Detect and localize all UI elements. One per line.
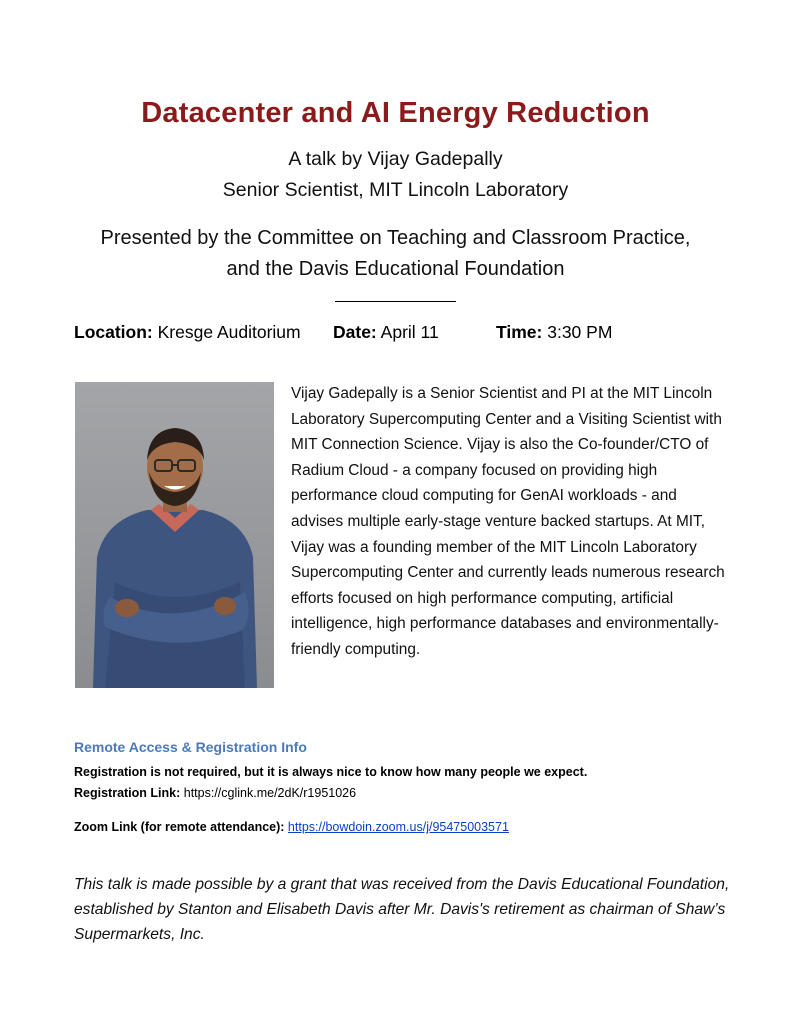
divider [335,301,456,302]
speaker-role: Senior Scientist, MIT Lincoln Laboratory [222,179,569,201]
zoom-link-line [74,820,509,834]
date-label: Date: [333,322,377,342]
registration-url[interactable]: https://cglink.me/2dK/r1951026 [183,786,357,800]
registration-link-line [74,786,356,800]
date-info [333,322,439,343]
time-info [496,322,612,343]
speaker-bio: Vijay Gadepally is a Senior Scientist and PI at the MIT Lincoln Laboratory Supercomputing Center and a Visiting Scientist with MIT Connection Science. Vijay is also the Co-founder/CTO of Radium Cloud - a company focused on providing high performance cloud computing for GenAI workloads - and advises multiple early-stage venture backed startups. At MIT, Vijay was a founding member of the MIT Lincoln Laboratory Supercomputing Center and currently leads numerous research efforts focused on high performance computing, artificial intelligence, high performance databases and environmentally-friendly computing. [291,385,725,658]
presented-by-line-2: and the Davis Educational Foundation [226,258,565,280]
location-label: Location: [74,322,153,342]
location-info [74,322,301,343]
event-title: Datacenter and AI Energy Reduction [141,97,650,129]
time-label: Time: [496,322,543,342]
speaker-photo [75,382,274,688]
registration-note: Registration is not required, but it is always nice to know how many people we expect. [74,765,588,779]
zoom-link[interactable]: https://bowdoin.zoom.us/j/95475003571 [287,820,509,834]
speaker-line: A talk by Vijay Gadepally [288,148,503,170]
presented-by-line-1: Presented by the Committee on Teaching and Classroom Practice, [100,227,691,249]
registration-link-label: Registration Link: [74,786,181,800]
location-value: Kresge Auditorium [157,322,301,342]
zoom-link-label: Zoom Link (for remote attendance): [74,820,285,834]
remote-access-heading: Remote Access & Registration Info [74,739,307,755]
date-value: April 11 [380,322,439,342]
time-value: 3:30 PM [547,322,613,342]
grant-acknowledgement: This talk is made possible by a grant that was received from the Davis Educational Foundation, established by Stanton and Elisabeth Davis after Mr. Davis's retirement as chairman of Shaw’s Supermarkets, Inc. [74,876,730,943]
